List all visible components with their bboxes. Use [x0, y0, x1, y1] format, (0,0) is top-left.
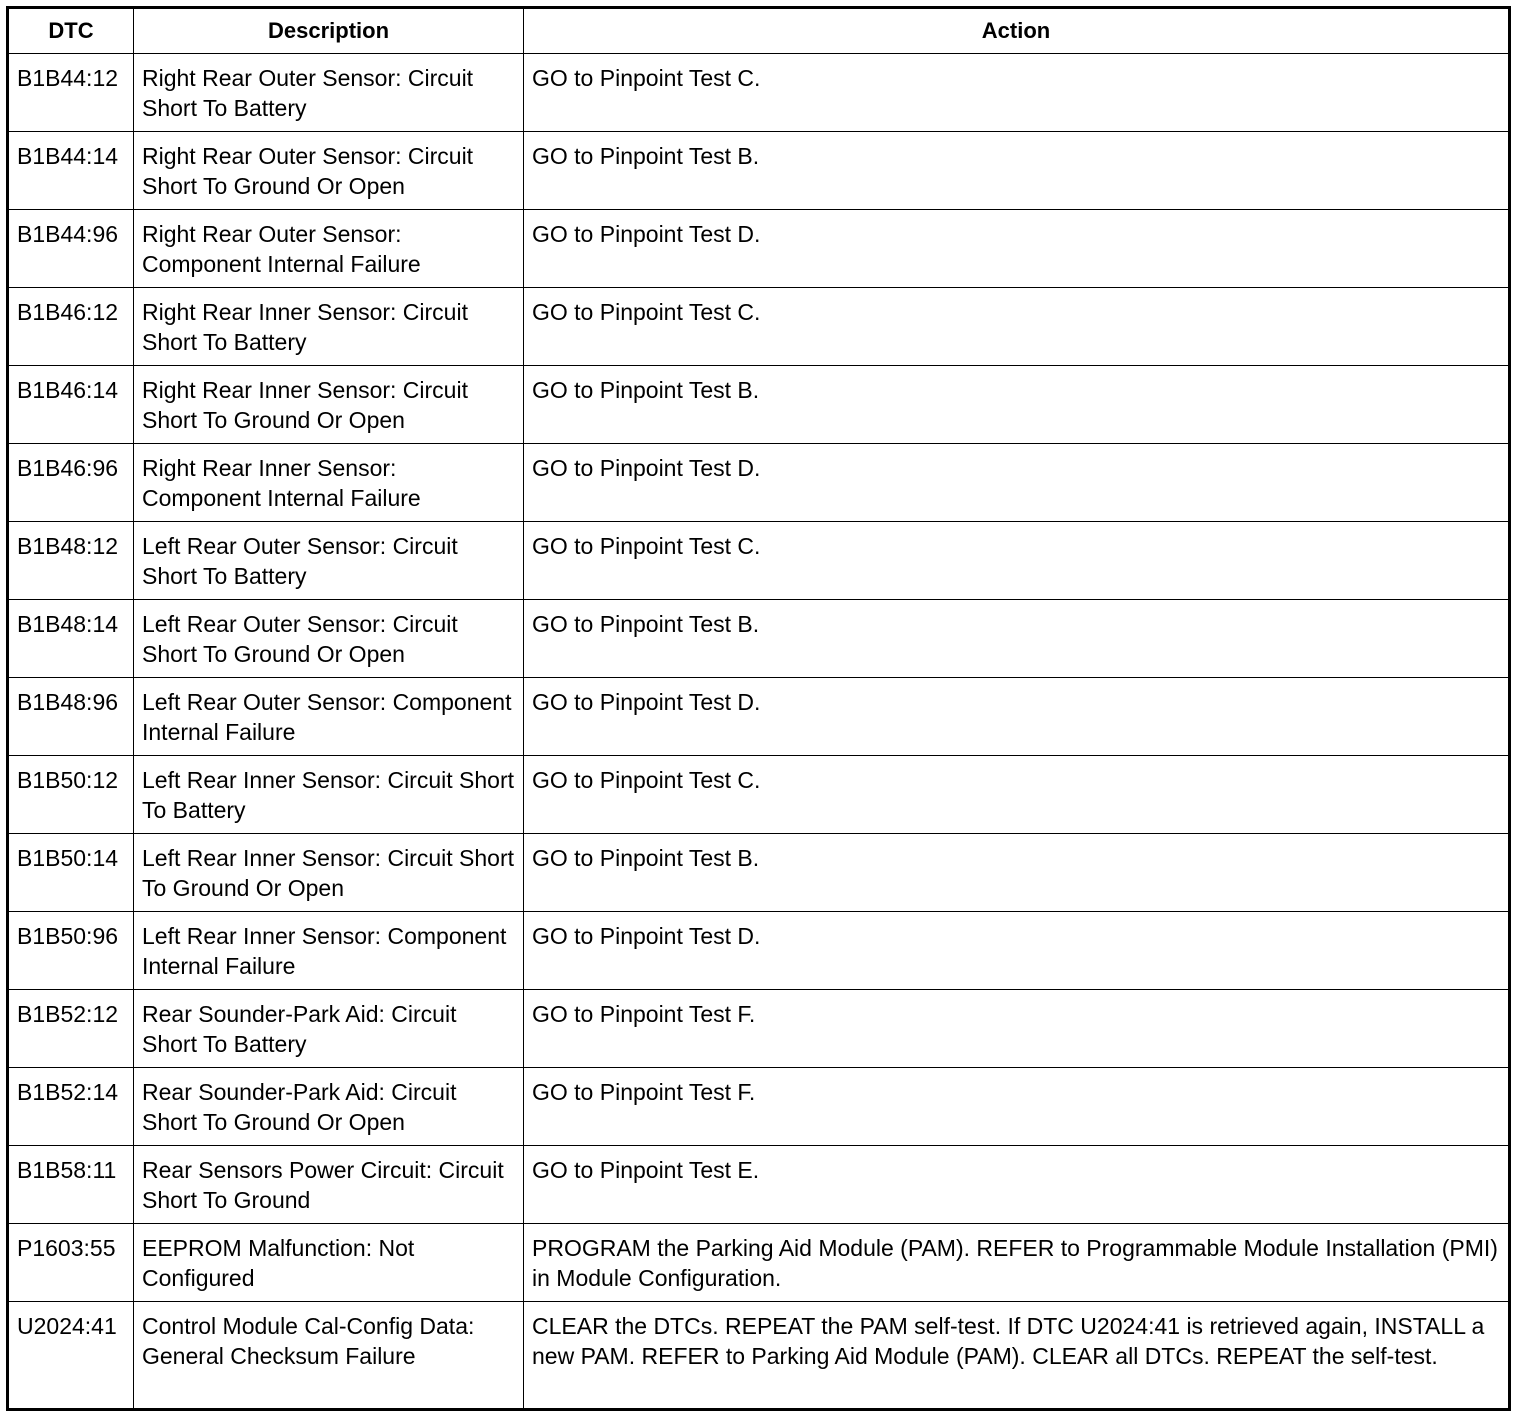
table-row	[8, 210, 1510, 288]
table-row	[8, 1146, 1510, 1224]
table-header-row	[8, 8, 1510, 54]
dtc-code: P1603:55	[8, 1224, 134, 1302]
dtc-action: GO to Pinpoint Test C.	[524, 756, 1510, 834]
table-row	[8, 990, 1510, 1068]
dtc-action: GO to Pinpoint Test F.	[524, 990, 1510, 1068]
dtc-code: B1B44:14	[8, 132, 134, 210]
dtc-code: B1B46:12	[8, 288, 134, 366]
table-row	[8, 54, 1510, 132]
table-row	[8, 678, 1510, 756]
dtc-code: B1B50:96	[8, 912, 134, 990]
header-dtc: DTC	[8, 8, 134, 54]
dtc-description: Right Rear Outer Sensor: Component Internal Failure	[134, 210, 524, 288]
dtc-description: Control Module Cal-Config Data: General Checksum Failure	[134, 1302, 524, 1410]
dtc-code: B1B48:14	[8, 600, 134, 678]
dtc-code: B1B48:12	[8, 522, 134, 600]
dtc-description: Rear Sensors Power Circuit: Circuit Short To Ground	[134, 1146, 524, 1224]
dtc-action: PROGRAM the Parking Aid Module (PAM). REFER to Programmable Module Installation (PMI) in Module Configuration.	[524, 1224, 1510, 1302]
dtc-code: B1B46:96	[8, 444, 134, 522]
dtc-description: EEPROM Malfunction: Not Configured	[134, 1224, 524, 1302]
table-row	[8, 132, 1510, 210]
dtc-table	[6, 6, 1511, 1411]
dtc-code: B1B48:96	[8, 678, 134, 756]
dtc-code: B1B44:96	[8, 210, 134, 288]
table-row	[8, 1302, 1510, 1410]
dtc-description: Left Rear Outer Sensor: Circuit Short To Battery	[134, 522, 524, 600]
header-description: Description	[134, 8, 524, 54]
dtc-description: Rear Sounder-Park Aid: Circuit Short To Battery	[134, 990, 524, 1068]
dtc-description: Left Rear Inner Sensor: Circuit Short To Battery	[134, 756, 524, 834]
dtc-action: GO to Pinpoint Test D.	[524, 678, 1510, 756]
dtc-action: GO to Pinpoint Test B.	[524, 366, 1510, 444]
dtc-action: GO to Pinpoint Test B.	[524, 132, 1510, 210]
dtc-description: Right Rear Outer Sensor: Circuit Short To Ground Or Open	[134, 132, 524, 210]
dtc-action: GO to Pinpoint Test C.	[524, 522, 1510, 600]
dtc-code: B1B44:12	[8, 54, 134, 132]
dtc-description: Left Rear Outer Sensor: Component Internal Failure	[134, 678, 524, 756]
table-row	[8, 288, 1510, 366]
dtc-description: Rear Sounder-Park Aid: Circuit Short To Ground Or Open	[134, 1068, 524, 1146]
dtc-action: GO to Pinpoint Test E.	[524, 1146, 1510, 1224]
dtc-action: GO to Pinpoint Test C.	[524, 288, 1510, 366]
dtc-code: B1B50:14	[8, 834, 134, 912]
dtc-description: Right Rear Outer Sensor: Circuit Short To Battery	[134, 54, 524, 132]
dtc-action: CLEAR the DTCs. REPEAT the PAM self-test. If DTC U2024:41 is retrieved again, INSTALL a new PAM. REFER to Parking Aid Module (PAM). CLEAR all DTCs. REPEAT the self-test.	[524, 1302, 1510, 1410]
header-action: Action	[524, 8, 1510, 54]
table-row	[8, 1068, 1510, 1146]
table-row	[8, 600, 1510, 678]
dtc-code: B1B58:11	[8, 1146, 134, 1224]
dtc-description: Left Rear Inner Sensor: Component Internal Failure	[134, 912, 524, 990]
table-row	[8, 1224, 1510, 1302]
dtc-description: Left Rear Outer Sensor: Circuit Short To Ground Or Open	[134, 600, 524, 678]
table-row	[8, 444, 1510, 522]
dtc-description: Right Rear Inner Sensor: Circuit Short To Battery	[134, 288, 524, 366]
dtc-code: B1B50:12	[8, 756, 134, 834]
dtc-action: GO to Pinpoint Test B.	[524, 834, 1510, 912]
dtc-code: U2024:41	[8, 1302, 134, 1410]
dtc-code: B1B46:14	[8, 366, 134, 444]
dtc-action: GO to Pinpoint Test C.	[524, 54, 1510, 132]
dtc-action: GO to Pinpoint Test D.	[524, 444, 1510, 522]
dtc-description: Right Rear Inner Sensor: Circuit Short To Ground Or Open	[134, 366, 524, 444]
table-row	[8, 366, 1510, 444]
table-row	[8, 834, 1510, 912]
dtc-description: Right Rear Inner Sensor: Component Internal Failure	[134, 444, 524, 522]
dtc-action: GO to Pinpoint Test F.	[524, 1068, 1510, 1146]
table-row	[8, 912, 1510, 990]
dtc-action: GO to Pinpoint Test B.	[524, 600, 1510, 678]
table-row	[8, 522, 1510, 600]
dtc-action: GO to Pinpoint Test D.	[524, 210, 1510, 288]
dtc-description: Left Rear Inner Sensor: Circuit Short To Ground Or Open	[134, 834, 524, 912]
dtc-code: B1B52:12	[8, 990, 134, 1068]
dtc-action: GO to Pinpoint Test D.	[524, 912, 1510, 990]
dtc-code: B1B52:14	[8, 1068, 134, 1146]
table-row	[8, 756, 1510, 834]
